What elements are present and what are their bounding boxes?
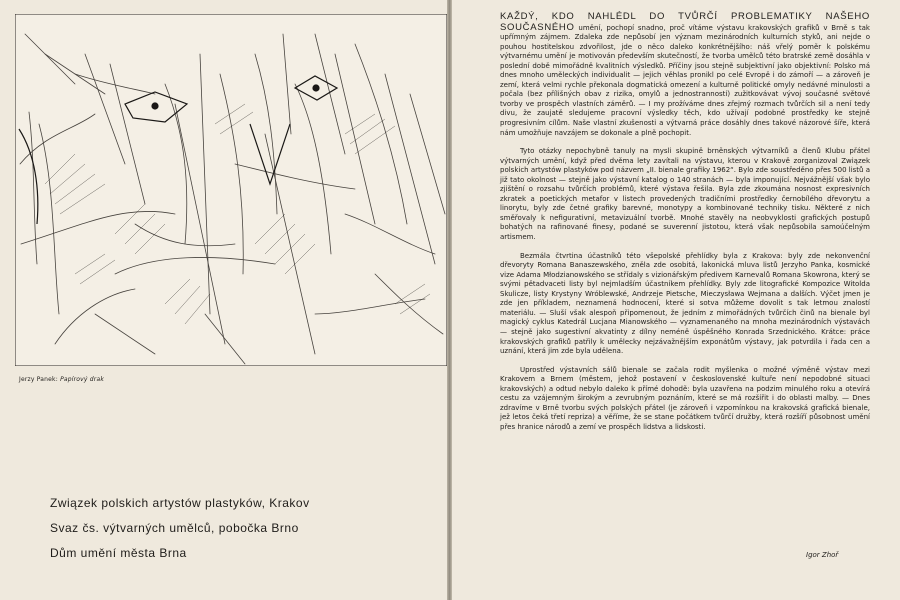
article-lead-caps: KAŽDÝ, KDO NAHLÉDL DO TVŮRČÍ PROBLEMATIKY NAŠEHO SOUČASNÉHO xyxy=(500,11,870,33)
artwork-papirovy-drak xyxy=(15,14,447,366)
publisher-imprint xyxy=(50,496,380,571)
imprint-line-1: Związek polskich artystów plastyków, Krakov xyxy=(50,496,310,510)
caption-author: Jerzy Panek: xyxy=(19,376,58,383)
author-signature: Igor Zhoř xyxy=(806,551,839,559)
article-paragraph-2: Tyto otázky nepochybně tanuly na mysli skupině brněnských výtvarníků a členů Klubu přátel výtvarných umění, když před dvěma lety zavítali na výstavu, kterou v Krakově zorganizoval Związek polskich artystów plastyków pod názvem „II. bienale grafiky 1962“. Bylo zde soustředěno přes 500 listů a již tato okolnost — stejně jako výstavní katalog o 140 stranách — byla imponující. Nejvážnější však bylo zjištění o rozsahu tvůrčích problémů, které výstava řešila. Byla zde zkoumána nosnost expresivních zkratek a poetických metafor v listech provedených tradičními prostředky černobílého dřevorytu a linorytu, byly zde četné grafiky barevné, monotypy a kombinované techniky tisku. Některé z nich směřovaly k nefigurativní, metavizuální tvorbě. Mnohé stavěly na neobvyklosti grafických postupů bohatých na rafinované finesy, podané se suverenní jistotou, která však nepůsobila samoúčelným artismem. xyxy=(500,147,870,242)
caption-title: Papírový drak xyxy=(60,376,105,383)
imprint-line-2: Svaz čs. výtvarných umělců, pobočka Brno xyxy=(50,521,299,535)
article-paragraph-4: Uprostřed výstavních sálů bienale se začala rodit myšlenka o možné výměně výstav mezi Krakovem a Brnem (městem, jehož postavení v československé kultuře není nepodobné situaci krakovských) a odtud nebylo daleko k přímé dohodě: byla uzavřena na podzim minulého roku a otevírá cestu za vzájemným širokým a zevrubným poznáním, které se má rozšířit i do oblasti malby. — Dnes zdravíme v Brně tvorbu svých polských přátel (je zároveň i vzpomínkou na krakovská grafická bienale, jež letos čeká třetí repriza) a věříme, že se stane počátkem tvůrčí družby, která rozšíří působnost umění přes hranice národů a zemí ve prospěch lidstva a lidskosti. xyxy=(500,365,870,431)
artwork-caption xyxy=(19,376,104,383)
left-page xyxy=(0,0,447,600)
linocut-illustration xyxy=(15,14,447,366)
article-paragraph-3: Bezmála čtvrtina účastníků této všepolské přehlídky byla z Krakova: byly zde nekonvenční dřevoryty Romana Banaszewského, zněla zde osobitá, lakonická mluva listů Jerzyho Panka, kosmické vize Adama Młodzianowského se střídaly s vizionářským předivem Karnevalů Romana Skowrona, který se svými pětadvaceti listy byl nejmladším účastníkem přehlídky. Byly zde litografické Kompozice Witolda Skulicze, listy Krystyny Wróblewské, Andrzeje Pietsche, Mieczysława Wejmana a dalších. Výčet jmen je zde jen příkladem, neznamená hodnocení, které si sotva můžeme dovolit s tak letmou znalostí materiálu. — Sluší však alespoň připomenout, že jedním z mimořádných tvůrčích činů na bienale byl magický cyklus Katedrál Lucjana Mianowského — vyznamenaného na mnoha mezinárodních výstavách — stejně jako sugestivní akvatinty z dílny neméně úspěšného Konrada Srzednického. Krátce: práce krakovských grafiků patřily k umělecky nejzávažnějším exponátům výstavy, jak potvrdila i řada cen a uznání, která jim zde byla udělena. xyxy=(500,251,870,356)
article-body xyxy=(500,12,870,441)
article-paragraph-1-text: umění, pochopí snadno, proč vítáme výstavu krakovských grafiků v Brně s tak upřímným zájmem. Zdaleka zde nepůsobí jen význam mezinárodních kulturních styků, ani nejde o pouhou hostitelskou zdvořilost, jde o něco daleko konkrétnějšího: náš vřelý poměr k polskému výtvarnému umění je motivován především skutečností, že tvorba umělců této bratrské země dosáhla v poslední době mimořádně kvalitních výsledků. Příčiny jsou stejně subjektivní jako objektivní: Polsko má dnes mnoho uměleckých individualit — jejich věhlas pronikl po celé Evropě i do zámoří — a zároveň je zemí, která velmi rychle překonala dogmatická omezení a kulturně politické omyly nedávné minulosti a počala (bez přílišných obav z rizika, omylů a jednostranností) zužitkovávat vývoj současné světové tvorby ve prospěch vlastních záměrů. — I my prožíváme dnes zřejmý rozmach tvůrčích sil a není tedy divu, že zaujatě sledujeme pracovní výsledky těch, kdo užívají podobné prostředky ke stejně progresivním cílům. Naše vlastní zkušenosti a výtvarná práce dosáhly dnes takové názorové šíře, která nám umožňuje navzájem se dokonale a plně pochopit. xyxy=(500,23,870,137)
imprint-line-3: Dům umění města Brna xyxy=(50,546,187,560)
article-paragraph-1 xyxy=(500,12,870,138)
